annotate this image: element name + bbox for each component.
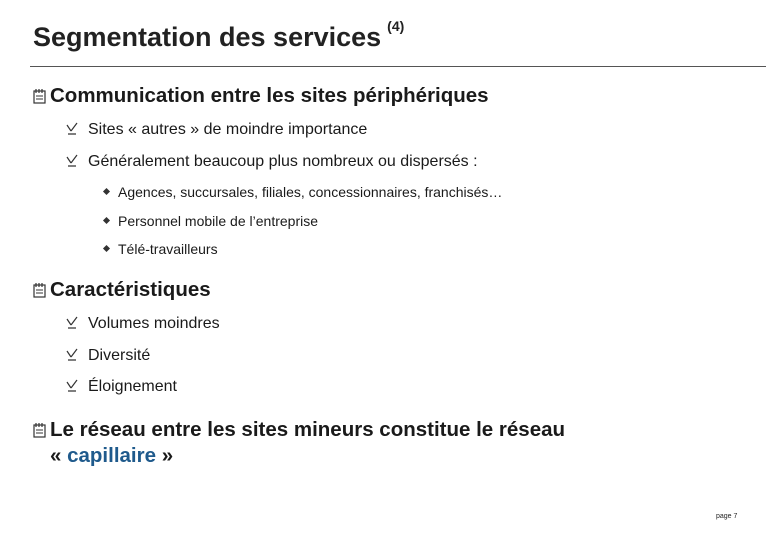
notepad-bullet-icon [32,88,48,104]
sub-list-item-text: Agences, succursales, filiales, concessionnaires, franchisés… [118,184,503,200]
title-underline [30,66,766,67]
highlight-capillaire: capillaire [67,444,156,467]
notepad-bullet-icon [32,422,48,438]
sub-list-item-text: Personnel mobile de l’entreprise [118,213,318,229]
section-heading-line1: Le réseau entre les sites mineurs constitue le réseau [50,418,566,441]
diamond-bullet-icon [103,217,110,224]
check-bullet-icon [66,154,78,168]
list-item-text: Généralement beaucoup plus nombreux ou dispersés : [88,153,478,170]
list-item-text: Volumes moindres [88,315,220,332]
list-item-text: Diversité [88,347,151,364]
section-heading: Caractéristiques [50,278,211,301]
diamond-bullet-icon [103,245,110,252]
diamond-bullet-icon [103,188,110,195]
check-bullet-icon [66,316,78,330]
page-number: page 7 [716,513,738,520]
slide-title-text: Segmentation des services [33,22,382,52]
slide-title-suffix: (4) [387,18,405,34]
check-bullet-icon [66,348,78,362]
notepad-bullet-icon [32,282,48,298]
section-heading-line2 [50,444,173,468]
slide-title [33,18,405,53]
list-item-text: Sites « autres » de moindre importance [88,121,368,138]
sub-list-item-text: Télé-travailleurs [118,241,218,257]
section-heading: Communication entre les sites périphériques [50,84,489,107]
quote-open: « [50,444,68,467]
list-item-text: Éloignement [88,378,177,395]
quote-close: » [156,444,174,467]
check-bullet-icon [66,379,78,393]
check-bullet-icon [66,122,78,136]
